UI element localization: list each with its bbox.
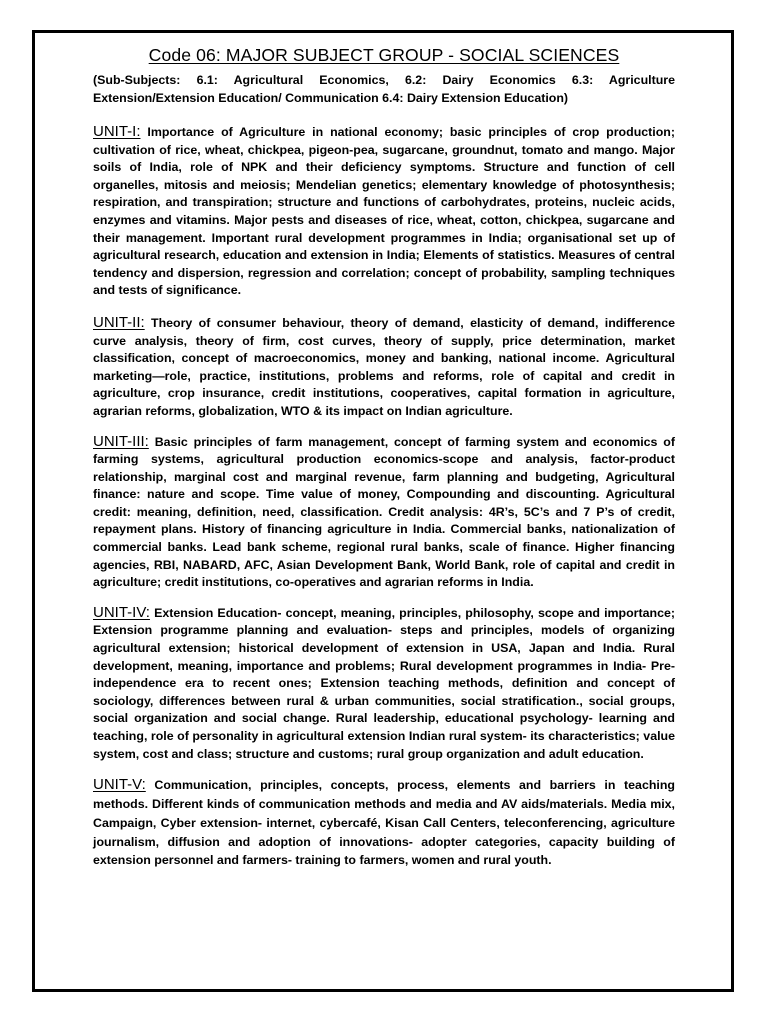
unit-2-label: UNIT-II: bbox=[93, 313, 145, 331]
unit-2 bbox=[93, 314, 675, 421]
unit-4-label: UNIT-IV: bbox=[93, 603, 150, 621]
unit-1 bbox=[93, 123, 675, 300]
unit-1-text: Importance of Agriculture in national economy; basic principles of crop production; cultivation of rice, wheat, chickpea, pigeon-pea, sugarcane, groundnut, tomato and mango. Major soils of India, role of NPK and their deficiency symptoms. Structure and function of cell organelles, mitosis and meiosis; Mendelian genetics; elementary knowledge of photosynthesis; respiration, and transpiration; structure and functions of carbohydrates, proteins, nucleic acids, enzymes and vitamins. Major pests and diseases of rice, wheat, cotton, chickpea, sugarcane and their management. Important rural development programmes in India; organisational set up of agricultural research, education and extension in India; Elements of statistics. Measures of central tendency and dispersion, regression and correlation; concept of probability, sampling techniques and tests of significance. bbox=[93, 125, 675, 298]
unit-3 bbox=[93, 433, 675, 592]
unit-2-text: Theory of consumer behaviour, theory of demand, elasticity of demand, indifference curve analysis, theory of firm, cost curves, theory of supply, price determination, market classification, concept of macroeconomics, money and banking, national income. Agricultural marketing—role, practice, institutions, problems and reforms, role of capital and credit in agriculture, crop insurance, credit institutions, cooperatives, capital formation in agriculture, agrarian reforms, globalization, WTO & its impact on Indian agriculture. bbox=[93, 315, 675, 418]
unit-5 bbox=[93, 776, 675, 870]
document-frame bbox=[32, 30, 734, 992]
sub-subjects: (Sub-Subjects: 6.1: Agricultural Economics, 6.2: Dairy Economics 6.3: Agriculture Extension/Extension Education/ Communication 6.4: Dairy Extension Education) bbox=[93, 73, 675, 105]
unit-3-label: UNIT-III: bbox=[93, 432, 149, 450]
unit-4-text: Extension Education- concept, meaning, principles, philosophy, scope and importance; Extension programme planning and evaluation- steps and principles, models of organizing agricultural extension; historical development of extension in USA, Japan and India. Rural development, meaning, importance and problems; Rural development programmes in India- Pre-independence era to recent ones; Extension teaching methods, definition and concept of sociology, differences between rural & urban communities, social stratification., social groups, social organization and social change. Rural leadership, educational psychology- learning and teaching, role of personality in agricultural extension Indian rural system- its characteristics; value system, cost and class; structure and customs; rural group organization and adult education. bbox=[93, 605, 675, 761]
unit-4 bbox=[93, 604, 675, 763]
unit-1-label: UNIT-I: bbox=[93, 123, 141, 140]
unit-5-text: Communication, principles, concepts, process, elements and barriers in teaching methods. Different kinds of communication methods and media and AV aids/materials. Media mix, Campaign, Cyber extension- internet, cybercafé, Kisan Call Centers, teleconferencing, agriculture journalism, diffusion and adoption of innovations- adopter categories, capacity building of extension personnel and farmers- training to farmers, women and rural youth. bbox=[93, 778, 675, 868]
unit-5-label: UNIT-V: bbox=[93, 776, 146, 794]
unit-3-text: Basic principles of farm management, concept of farming system and economics of farming systems, agricultural production economics-scope and analysis, factor-product relationship, marginal cost and marginal revenue, farm planning and budgeting, Agricultural finance: nature and scope. Time value of money, Compounding and discounting. Agricultural credit: meaning, definition, need, classification. Credit analysis: 4R’s, 5C’s and 7 P’s of credit, repayment plans. History of financing agriculture in India. Commercial banks, nationalization of commercial banks. Lead bank scheme, regional rural banks, scale of finance. Higher financing agencies, RBI, NABARD, AFC, Asian Development Bank, World Bank, role of capital and credit in agriculture; credit institutions, co-operatives and agrarian reforms in India. bbox=[93, 434, 675, 590]
document-title: Code 06: MAJOR SUBJECT GROUP - SOCIAL SCIENCES bbox=[148, 45, 620, 65]
